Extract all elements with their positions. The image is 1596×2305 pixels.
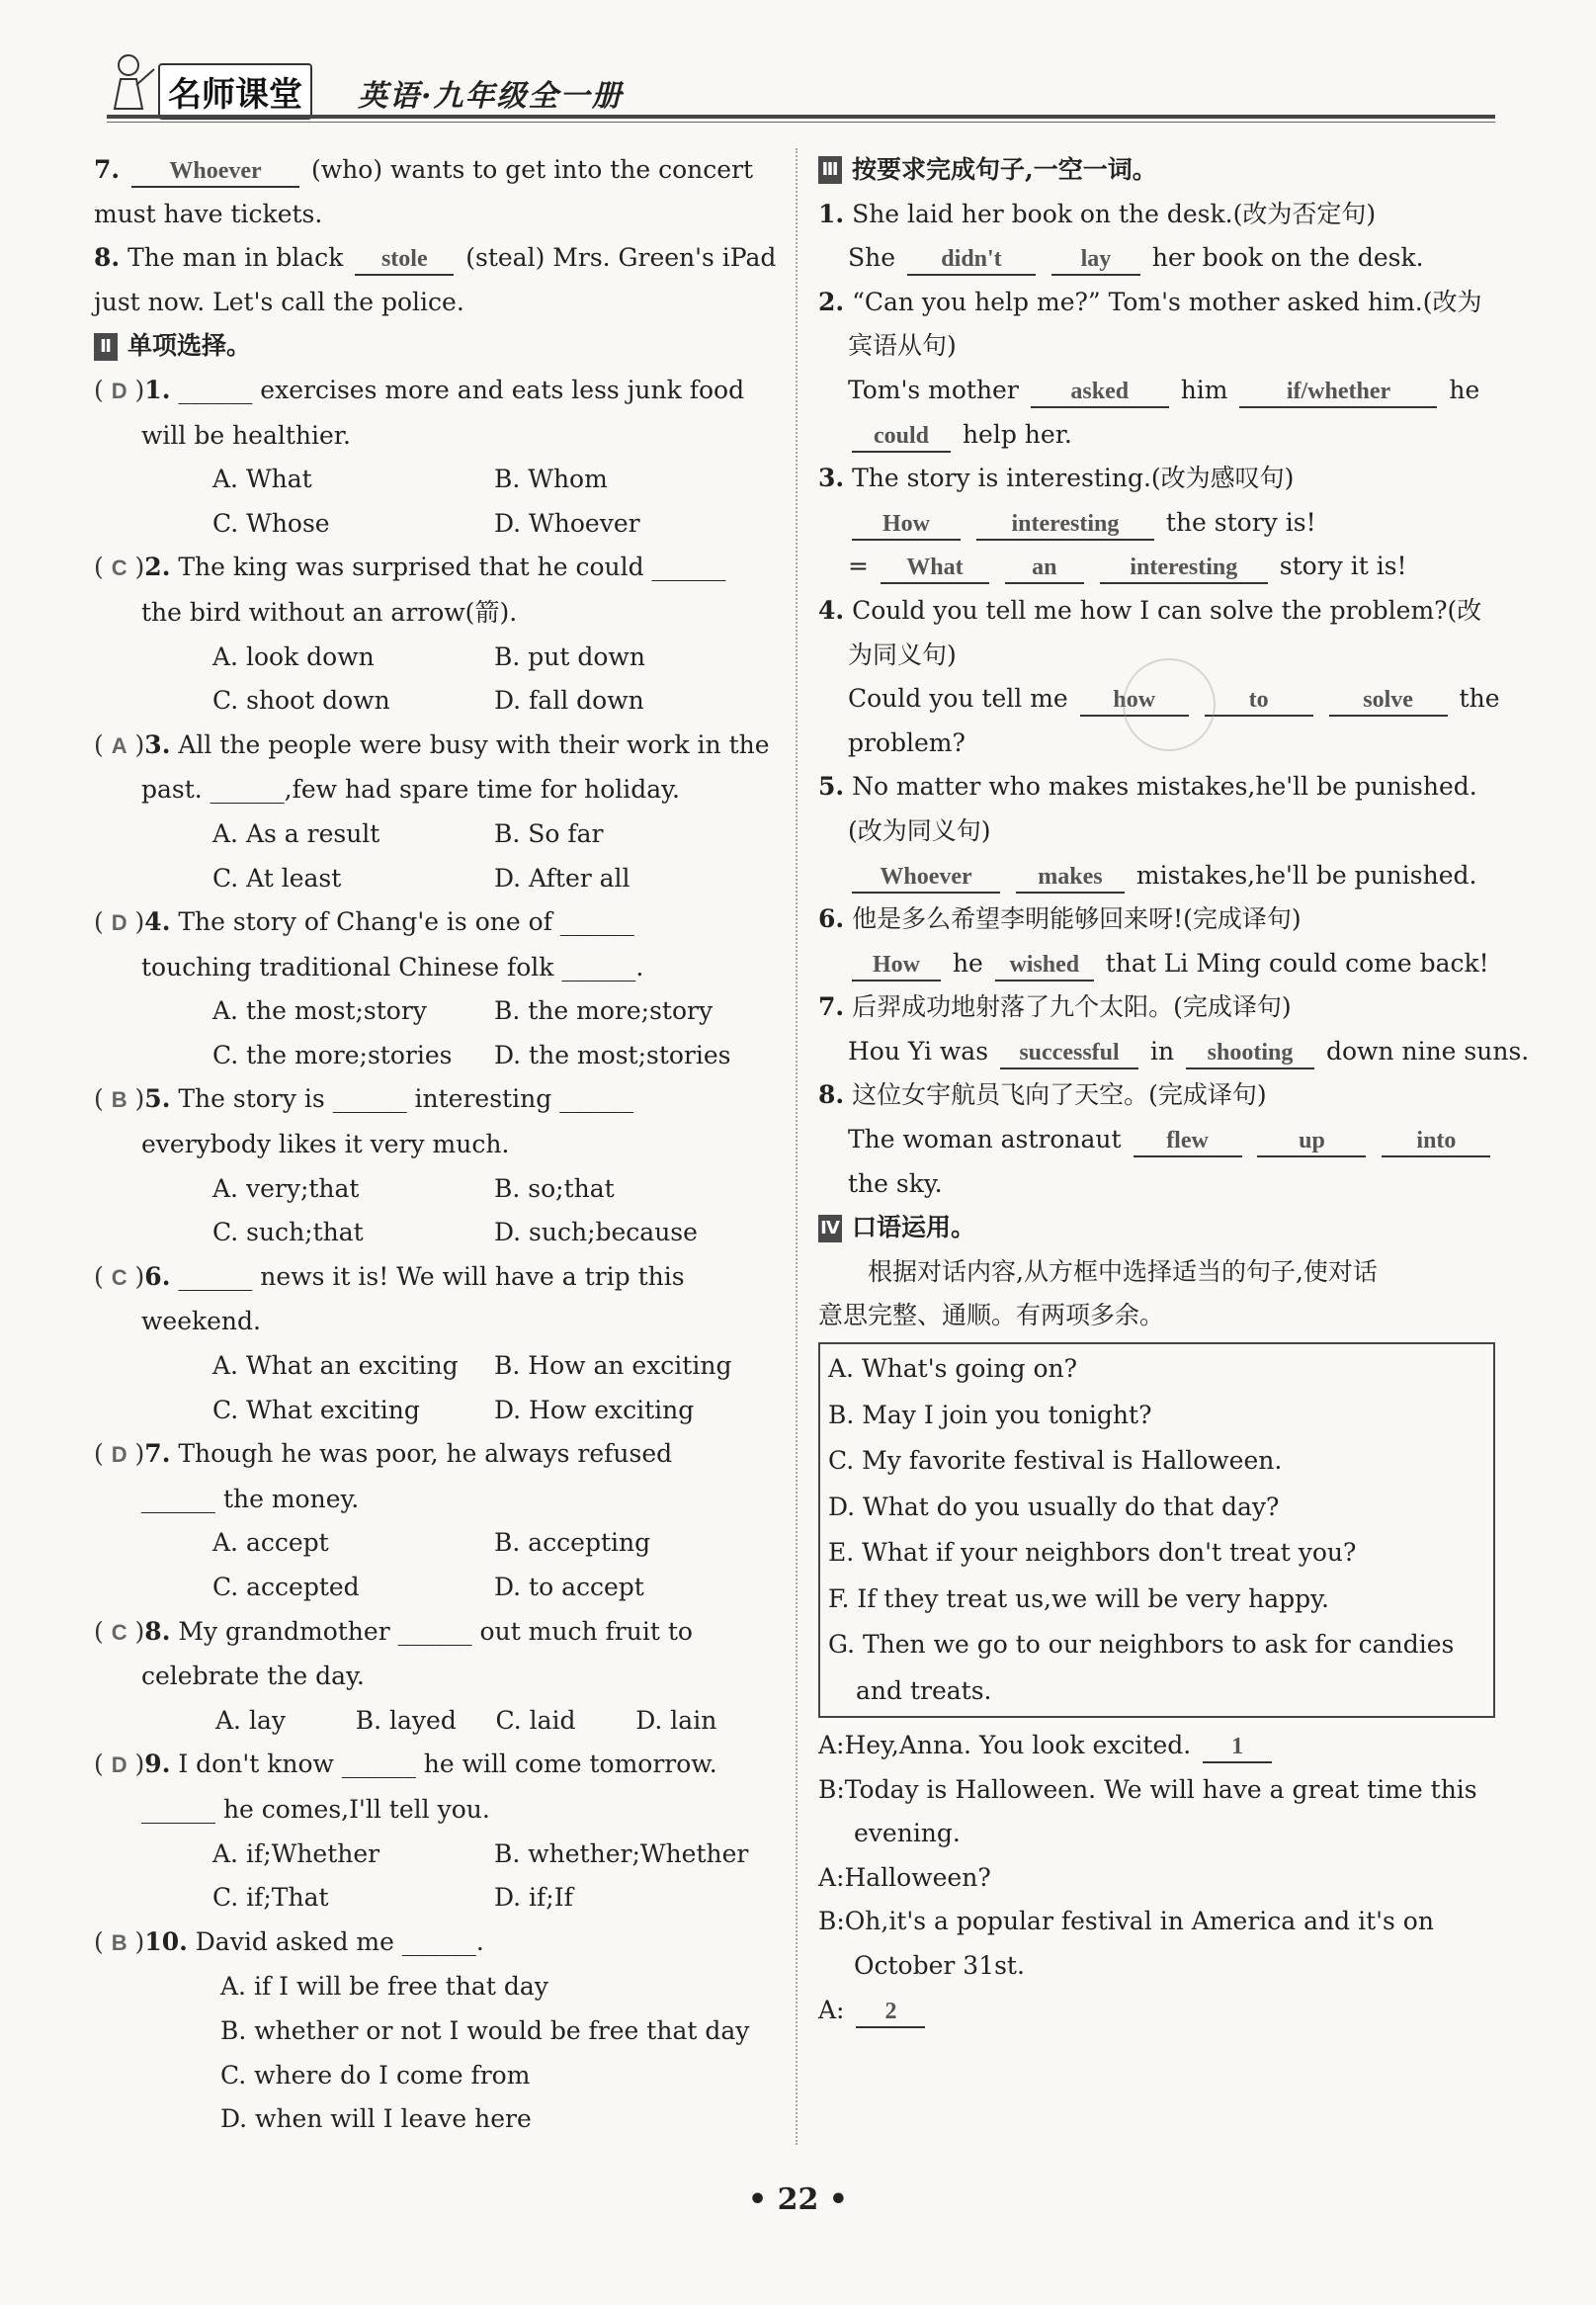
- option: A. As a result: [212, 818, 380, 848]
- option: D. fall down: [494, 686, 644, 716]
- header-rule: [107, 115, 1495, 119]
- translate-question-6: 6. 他是多么希望李明能够回来呀!(完成译句): [818, 904, 1302, 934]
- dialog-line: B:Oh,it's a popular festival in America and it's on: [818, 1907, 1434, 1936]
- transform-question-5: 5. No matter who makes mistakes,he'll be punished.: [818, 772, 1477, 802]
- option: C. At least: [212, 863, 342, 893]
- option: B. so;that: [494, 1173, 615, 1203]
- answer-blank: an: [1005, 552, 1084, 584]
- option: D. the most;stories: [494, 1040, 731, 1069]
- translate-question-7: 7. 后羿成功地射落了九个太阳。(完成译句): [818, 992, 1292, 1022]
- option-item: G. Then we go to our neighbors to ask for candies: [828, 1630, 1455, 1660]
- answer-blank: up: [1257, 1125, 1366, 1157]
- right-column: Ⅲ 按要求完成句子,一空一词。 1. She laid her book on the desk.(改为否定句) She didn't lay her book on the desk. 2. “Can you help me?” Tom's mother asked him.(改为 宾语从句) Tom's mother asked him if/whether he could help her. 3. The story is interesting.(改为感叹句) How interesting the story is! = What an interesting story it is! 4. Could you tell me how I can solve the problem?(改 为同义句) Could you tell me how to solve the problem? 5. No matter who makes mistakes,he'll be punished. (改为同义句) Whoever makes mistakes,he'll be punished. 6. 他是多么希望李明能够回来呀!(完成译句) How he wished that Li Ming could come back! 7. 后羿成功地射落了九个太阳。(完成译句) Hou Yi was successful in shooting down nine suns. 8. 这位女宇航员飞向了天空。(完成译句) The woman astronaut flew up into the sky. Ⅳ 口语运用。 根据对话内容,从方框中选择适当的句子,使对话 意思完整、通顺。有两项多余。 A. What's going on? B. May I join you tonight? C. My favorite festival is Halloween. D. What do you usually do that day? E. What if your neighbors don't treat you? F. If they treat us,we will be very happy. G. Then we go to our neighbors to ask for candies and treats. A:Hey,Anna. You look excited. 1 B:Today is Halloween. We will have a great time this evening. A:Halloween? B:Oh,it's a popular festival in America and it's on October 31st. A: 2: [818, 148, 1500, 2032]
- section-heading: Ⅳ 口语运用。: [818, 1206, 1500, 1250]
- mc-question: ( B )5. The story is ______ interesting ______ everybody likes it very much. A. very;that B. so;that C. such;that D. such;because: [94, 1077, 776, 1254]
- option: C. What exciting: [212, 1395, 420, 1424]
- answer-blank: successful: [1000, 1037, 1138, 1069]
- option: A. What an exciting: [212, 1351, 459, 1381]
- answer-blank: flew: [1134, 1125, 1242, 1157]
- option: B. whether or not I would be free that day: [220, 2015, 750, 2045]
- option: C. the more;stories: [212, 1040, 453, 1069]
- answer-blank: how: [1080, 684, 1189, 717]
- answer-blank: lay: [1051, 243, 1140, 276]
- answer-blank: wished: [995, 949, 1094, 982]
- dialog-line: B:Today is Halloween. We will have a great time this: [818, 1774, 1477, 1804]
- option: A. the most;story: [212, 996, 427, 1026]
- option: B. layed: [355, 1705, 457, 1735]
- option-item: E. What if your neighbors don't treat you?: [828, 1538, 1357, 1568]
- option: C. shoot down: [212, 686, 390, 716]
- mc-question: ( B )10. David asked me ______. A. if I will be free that day B. whether or not I would be free that day C. where do I come from D. when will I leave here: [94, 1926, 750, 2134]
- multiple-choice-list: [94, 369, 776, 2142]
- option: D. if;If: [494, 1883, 573, 1913]
- answer-blank: interesting: [976, 508, 1154, 541]
- transform-question-2: 2. “Can you help me?” Tom's mother asked him.(改为: [818, 287, 1482, 316]
- left-column: 7. Whoever (who) wants to get into the concert must have tickets. 8. The man in black stole (steal) Mrs. Green's iPad just now. Let's call the police. Ⅱ 单项选择。 ( D )1. ______ exercises more and eats less junk food will be healthier. A. What B. Whom C. Whose D. Whoever ( C )2. The king was surprised that he could ______ the bird without an arrow(箭). A. look down B. put down C. shoot down D. fall down ( A )3. All the people were busy with their work in the past. ______,few had spare time for holiday. A. As a result B. So far C. At least D. After all ( D )4. The story of Chang'e is one of ______ touching traditional Chinese folk ______. A. the most;story B. the more;story C. the more;stories D. the most;stories ( B )5. The story is ______ interesting ______ everybody likes it very much. A. very;that B. so;that C. such;that D. such;because ( C )6. ______ news it is! We will have a trip this weekend. A. What an exciting B. How an exciting C. What exciting D. How exciting ( D )7. Though he was poor, he always refused ______ the money. A. accept B. accepting C. accepted D. to accept ( C )8. My grandmother ______ out much fruit to celebrate the day. A. lay B. layed C. laid D. lain ( D )9. I don't know ______ he will come tomorrow. ______ he comes,I'll tell you. A. if;Whether B. whether;Whether C. if;That D. if;If ( B )10. David asked me ______. A. if I will be free that day B. whether or not I would be free that day C. where do I come from D. when will I leave here: [94, 148, 776, 2142]
- choice-answer: C: [111, 1619, 127, 1645]
- section-number-icon: Ⅳ: [818, 1215, 842, 1242]
- choice-answer: B: [111, 1087, 127, 1113]
- option: B. accepting: [494, 1528, 651, 1558]
- option: A. look down: [212, 641, 375, 671]
- answer-blank: asked: [1031, 376, 1169, 408]
- option-item: C. My favorite festival is Halloween.: [828, 1446, 1283, 1476]
- option: A. if I will be free that day: [220, 1972, 548, 2002]
- choice-answer: D: [111, 1442, 127, 1468]
- option-item: B. May I join you tonight?: [828, 1400, 1152, 1429]
- page-header: [107, 49, 1495, 121]
- fill-question-8: 8. The man in black stole (steal) Mrs. Green's iPad: [94, 236, 776, 281]
- option: A. What: [212, 465, 312, 494]
- answer-blank: into: [1382, 1125, 1490, 1157]
- answer-blank: if/whether: [1239, 376, 1437, 408]
- option: C. accepted: [212, 1573, 360, 1601]
- option-item: A. What's going on?: [828, 1354, 1078, 1384]
- translate-question-8: 8. 这位女宇航员飞向了天空。(完成译句): [818, 1080, 1267, 1110]
- option: D. to accept: [494, 1573, 644, 1601]
- choice-answer: D: [111, 378, 127, 403]
- option: D. Whoever: [494, 508, 640, 538]
- transform-question-1: 1. She laid her book on the desk.(改为否定句): [818, 199, 1377, 228]
- choice-answer: C: [111, 1264, 127, 1290]
- mc-question: ( C )6. ______ news it is! We will have a trip this weekend. A. What an exciting B. How an exciting C. What exciting D. How exciting: [94, 1255, 776, 1432]
- mc-question: ( C )8. My grandmother ______ out much fruit to celebrate the day. A. lay B. layed C. laid D. lain: [94, 1610, 776, 1744]
- answer-blank: didn't: [907, 243, 1036, 276]
- options-box: A. What's going on? B. May I join you tonight? C. My favorite festival is Halloween. D. What do you usually do that day? E. What if your neighbors don't treat you? F. If they treat us,we will be very happy. G. Then we go to our neighbors to ask for candies and treats.: [818, 1342, 1495, 1718]
- answer-blank: to: [1205, 684, 1313, 717]
- answer-blank: 1: [1203, 1731, 1272, 1763]
- page-number: • 22 •: [748, 2182, 848, 2217]
- mc-question: ( D )1. ______ exercises more and eats less junk food will be healthier. A. What B. Whom C. Whose D. Whoever: [94, 369, 776, 546]
- mc-question: ( A )3. All the people were busy with their work in the past. ______,few had spare time for holiday. A. As a result B. So far C. At least D. After all: [94, 724, 776, 900]
- book-title: 英语·九年级全一册: [358, 79, 624, 114]
- option: D. such;because: [494, 1218, 698, 1247]
- dialog-line: A:Hey,Anna. You look excited. 1: [818, 1724, 1500, 1768]
- answer-blank: solve: [1329, 684, 1448, 717]
- choice-answer: D: [111, 1752, 127, 1778]
- answer-blank: What: [881, 552, 989, 584]
- option: C. such;that: [212, 1218, 364, 1247]
- mc-question: ( D )7. Though he was poor, he always refused ______ the money. A. accept B. accepting C. accepted D. to accept: [94, 1432, 776, 1609]
- option: A. very;that: [212, 1173, 360, 1203]
- option-item: F. If they treat us,we will be very happy.: [828, 1583, 1329, 1613]
- option: C. where do I come from: [220, 2060, 531, 2090]
- option: A. if;Whether: [212, 1838, 380, 1868]
- option: C. if;That: [212, 1883, 329, 1913]
- answer-blank: makes: [1016, 861, 1125, 894]
- answer-blank: shooting: [1186, 1037, 1314, 1069]
- section-heading: Ⅱ 单项选择。: [94, 324, 776, 369]
- option-item: D. What do you usually do that day?: [828, 1492, 1280, 1521]
- choice-answer: C: [111, 555, 127, 581]
- column-divider: [796, 148, 798, 2145]
- option: C. laid: [495, 1705, 576, 1735]
- teacher-icon: [107, 49, 156, 115]
- mc-question: ( C )2. The king was surprised that he could ______ the bird without an arrow(箭). A. look down B. put down C. shoot down D. fall down: [94, 546, 776, 723]
- option: B. the more;story: [494, 996, 714, 1026]
- answer-blank: 2: [856, 1996, 925, 2028]
- answer-blank: stole: [355, 243, 454, 276]
- answer-blank: Whoever: [852, 861, 1000, 894]
- mc-question: ( D )9. I don't know ______ he will come tomorrow. ______ he comes,I'll tell you. A. if;Whether B. whether;Whether C. if;That D. if;If: [94, 1743, 776, 1920]
- option: D. After all: [494, 863, 630, 893]
- choice-answer: D: [111, 910, 127, 936]
- answer-blank: interesting: [1100, 552, 1268, 584]
- fill-question-7: 7. Whoever (who) wants to get into the concert: [94, 148, 776, 193]
- answer-blank: How: [852, 508, 961, 541]
- option: B. Whom: [494, 465, 608, 494]
- option: A. accept: [212, 1528, 329, 1558]
- option: A. lay: [215, 1705, 286, 1735]
- choice-answer: A: [111, 732, 127, 758]
- transform-question-3: 3. The story is interesting.(改为感叹句): [818, 464, 1295, 493]
- option: C. Whose: [212, 508, 330, 538]
- answer-blank: could: [852, 420, 951, 453]
- brand-title: 名师课堂: [158, 63, 312, 120]
- option: D. lain: [635, 1705, 717, 1735]
- option: B. put down: [494, 641, 645, 671]
- mc-question: ( D )4. The story of Chang'e is one of ______ touching traditional Chinese folk ______. A. the most;story B. the more;story C. the more;stories D. the most;stories: [94, 900, 776, 1077]
- section-number-icon: Ⅲ: [818, 156, 842, 184]
- instructions: 根据对话内容,从方框中选择适当的句子,使对话: [868, 1256, 1378, 1286]
- option: D. How exciting: [494, 1395, 695, 1424]
- watermark-stamp: [1123, 658, 1216, 751]
- dialog-line: A:Halloween?: [818, 1862, 991, 1892]
- option: B. How an exciting: [494, 1351, 732, 1381]
- option: D. when will I leave here: [220, 2104, 532, 2134]
- section-number-icon: Ⅱ: [94, 333, 118, 361]
- section-heading: Ⅲ 按要求完成句子,一空一词。: [818, 148, 1500, 193]
- transform-question-4: 4. Could you tell me how I can solve the problem?(改: [818, 595, 1482, 625]
- dialog-line: A: 2: [818, 1989, 1500, 2033]
- answer-blank: How: [852, 949, 941, 982]
- choice-answer: B: [111, 1929, 127, 1955]
- option: B. So far: [494, 818, 604, 848]
- option: B. whether;Whether: [494, 1838, 749, 1868]
- answer-blank: Whoever: [131, 155, 299, 188]
